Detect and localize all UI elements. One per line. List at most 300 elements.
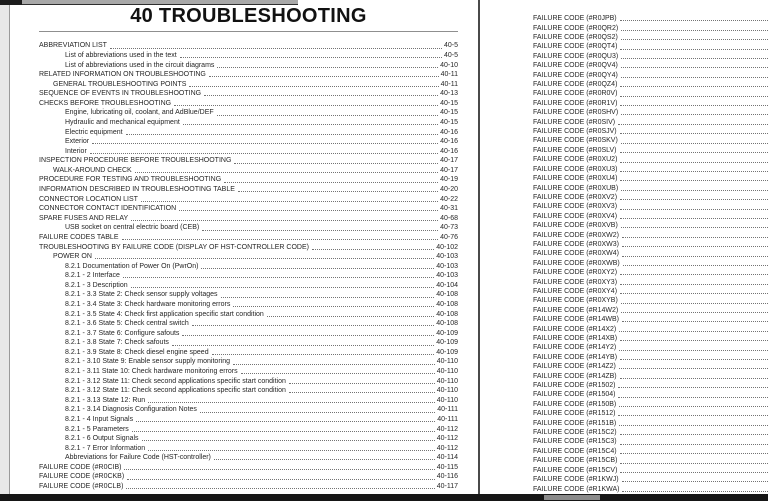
toc-row[interactable] bbox=[39, 386, 458, 396]
dot-leader bbox=[620, 472, 768, 473]
toc-page-number: 40-112 bbox=[436, 435, 458, 443]
dot-leader bbox=[618, 397, 768, 398]
toc-entry-label: PROCEDURE FOR TESTING AND TROUBLESHOOTING bbox=[39, 176, 222, 184]
failure-code-row[interactable] bbox=[533, 33, 768, 42]
dot-leader bbox=[620, 463, 768, 464]
dot-leader bbox=[620, 218, 768, 219]
dot-leader bbox=[131, 287, 435, 288]
failure-code-row[interactable] bbox=[533, 400, 768, 409]
dot-leader bbox=[148, 402, 435, 403]
toc-row[interactable] bbox=[39, 175, 458, 185]
toc-entry-label: 8.2.1 Documentation of Power On (PwrOn) bbox=[65, 262, 199, 270]
dot-leader bbox=[620, 444, 768, 445]
dot-leader bbox=[620, 434, 768, 435]
toc-page-number: 40-11 bbox=[440, 80, 458, 88]
toc-entry-label: SEQUENCE OF EVENTS IN TROUBLESHOOTING bbox=[39, 90, 202, 98]
toc-entry-label: 8.2.1 - 3 Description bbox=[65, 281, 128, 289]
toc-row[interactable] bbox=[39, 194, 458, 204]
failure-code-label: FAILURE CODE (#R0XV4) bbox=[533, 212, 618, 220]
toc-page-number: 40-112 bbox=[436, 425, 458, 433]
toc-entry-label: 8.2.1 - 3.7 State 6: Configure safouts bbox=[65, 329, 180, 337]
dot-leader bbox=[289, 383, 435, 384]
toc-page-number: 40-10 bbox=[440, 61, 458, 69]
failure-code-label: FAILURE CODE (#R0SIV) bbox=[533, 118, 616, 126]
toc-row[interactable] bbox=[39, 462, 458, 472]
toc-row[interactable] bbox=[39, 453, 458, 463]
dot-leader bbox=[312, 249, 434, 250]
dot-leader bbox=[620, 20, 768, 21]
dot-leader bbox=[182, 335, 434, 336]
failure-code-row[interactable] bbox=[533, 146, 768, 155]
toc-entry-label: 8.2.1 - 3.5 State 4: Check first application specific start condition bbox=[65, 310, 264, 318]
failure-code-label: FAILURE CODE (#R14ZB) bbox=[533, 372, 617, 380]
failure-code-label: FAILURE CODE (#R0XW4) bbox=[533, 250, 619, 258]
toc-row[interactable] bbox=[39, 271, 458, 281]
dot-leader bbox=[202, 230, 438, 231]
dot-leader bbox=[124, 469, 434, 470]
toc-entry-label: FAILURE CODE (#R0CIB) bbox=[39, 463, 122, 471]
failure-code-row[interactable] bbox=[533, 437, 768, 446]
toc-entry-label: CONNECTOR LOCATION LIST bbox=[39, 195, 138, 203]
toc-entry-label: RELATED INFORMATION ON TROUBLESHOOTING bbox=[39, 71, 206, 79]
failure-code-row[interactable] bbox=[533, 249, 768, 258]
toc-row[interactable] bbox=[39, 137, 458, 147]
failure-code-label: FAILURE CODE (#R0XU2) bbox=[533, 156, 618, 164]
toc-row[interactable] bbox=[39, 98, 458, 108]
dot-leader bbox=[620, 378, 768, 379]
failure-code-row[interactable] bbox=[533, 353, 768, 362]
dot-leader bbox=[180, 57, 442, 58]
toc-row[interactable] bbox=[39, 252, 458, 262]
toc-page-number: 40-22 bbox=[440, 195, 458, 203]
toc-entry-label: 8.2.1 - 7 Error Information bbox=[65, 444, 146, 452]
toc-page-number: 40-109 bbox=[436, 348, 458, 356]
failure-code-row[interactable] bbox=[533, 475, 768, 484]
toc-row[interactable] bbox=[39, 127, 458, 137]
dot-leader bbox=[620, 180, 768, 181]
toc-row[interactable] bbox=[39, 156, 458, 166]
failure-code-row[interactable] bbox=[533, 362, 768, 371]
toc-page-number: 40-73 bbox=[440, 224, 458, 232]
toc-row[interactable] bbox=[39, 290, 458, 300]
dot-leader bbox=[201, 268, 434, 269]
dot-leader bbox=[192, 325, 434, 326]
dot-leader bbox=[127, 479, 435, 480]
toc-row[interactable] bbox=[39, 118, 458, 128]
title-rule bbox=[39, 31, 458, 32]
dot-leader bbox=[136, 421, 435, 422]
toc-entry-label: 8.2.1 - 3.10 State 9: Enable sensor supply monitoring bbox=[65, 358, 230, 366]
dot-leader bbox=[620, 162, 768, 163]
failure-code-label: FAILURE CODE (#R0XY4) bbox=[533, 287, 618, 295]
toc-list bbox=[39, 41, 458, 491]
dot-leader bbox=[234, 163, 438, 164]
toc-page-number: 40-110 bbox=[436, 368, 458, 376]
failure-code-row[interactable] bbox=[533, 315, 768, 324]
toc-row[interactable] bbox=[39, 166, 458, 176]
toc-row[interactable] bbox=[39, 434, 458, 444]
dot-leader bbox=[621, 30, 768, 31]
page-title: 40 TROUBLESHOOTING bbox=[130, 5, 367, 27]
toc-entry-label: SPARE FUSES AND RELAY bbox=[39, 214, 129, 222]
failure-code-row[interactable] bbox=[533, 117, 768, 126]
failure-code-row[interactable] bbox=[533, 212, 768, 221]
failure-code-label: FAILURE CODE (#R0QY4) bbox=[533, 71, 618, 79]
failure-code-row[interactable] bbox=[533, 108, 768, 117]
prev-page-edge-black bbox=[0, 0, 22, 5]
toc-page-number: 40-115 bbox=[436, 463, 458, 471]
failure-code-row[interactable] bbox=[533, 240, 768, 249]
toc-entry-label: 8.2.1 - 3.4 State 3: Check hardware monitoring errors bbox=[65, 300, 231, 308]
failure-code-row[interactable] bbox=[533, 155, 768, 164]
failure-code-row[interactable] bbox=[533, 89, 768, 98]
failure-code-row[interactable] bbox=[533, 381, 768, 390]
toc-entry-label: Electric equipment bbox=[65, 128, 123, 136]
toc-page-number: 40-11 bbox=[440, 71, 458, 79]
dot-leader bbox=[123, 277, 434, 278]
right-page bbox=[480, 0, 768, 494]
toc-row[interactable] bbox=[39, 280, 458, 290]
dot-leader bbox=[620, 96, 768, 97]
toc-page-number: 40-16 bbox=[440, 138, 458, 146]
failure-code-label: FAILURE CODE (#R1504) bbox=[533, 391, 616, 399]
failure-code-label: FAILURE CODE (#R0SLV) bbox=[533, 146, 617, 154]
toc-entry-label: List of abbreviations used in the circuit diagrams bbox=[65, 61, 215, 69]
dot-leader bbox=[622, 237, 768, 238]
failure-code-row[interactable] bbox=[533, 80, 768, 89]
toc-page-number: 40-16 bbox=[440, 128, 458, 136]
toc-row[interactable] bbox=[39, 204, 458, 214]
dot-leader bbox=[620, 152, 768, 153]
toc-row[interactable] bbox=[39, 472, 458, 482]
dot-leader bbox=[131, 220, 438, 221]
dot-leader bbox=[622, 246, 768, 247]
dot-leader bbox=[148, 450, 435, 451]
dot-leader bbox=[620, 199, 768, 200]
failure-code-label: FAILURE CODE (#R0XWB) bbox=[533, 259, 620, 267]
failure-code-row[interactable] bbox=[533, 418, 768, 427]
dot-leader bbox=[621, 303, 768, 304]
failure-code-row[interactable] bbox=[533, 174, 768, 183]
failure-code-row[interactable] bbox=[533, 484, 768, 493]
failure-code-row[interactable] bbox=[533, 202, 768, 211]
dot-leader bbox=[620, 209, 768, 210]
failure-code-label: FAILURE CODE (#R0R1V) bbox=[533, 99, 618, 107]
dot-leader bbox=[619, 350, 768, 351]
toc-row[interactable] bbox=[39, 223, 458, 233]
failure-code-label: FAILURE CODE (#R0XU4) bbox=[533, 175, 618, 183]
toc-page-number: 40-5 bbox=[443, 42, 458, 50]
toc-page-number: 40-103 bbox=[436, 262, 458, 270]
toc-row[interactable] bbox=[39, 89, 458, 99]
failure-code-label: FAILURE CODE (#R14W2) bbox=[533, 306, 619, 314]
toc-entry-label: USB socket on central electric board (CEB) bbox=[65, 224, 200, 232]
failure-code-row[interactable] bbox=[533, 165, 768, 174]
toc-page-number: 40-17 bbox=[440, 157, 458, 165]
failure-code-row[interactable] bbox=[533, 52, 768, 61]
toc-page-number: 40-13 bbox=[440, 90, 458, 98]
toc-page-number: 40-104 bbox=[436, 281, 458, 289]
dot-leader bbox=[92, 143, 438, 144]
toc-entry-label: INSPECTION PROCEDURE BEFORE TROUBLESHOOTING bbox=[39, 157, 232, 165]
failure-code-row[interactable] bbox=[533, 61, 768, 70]
toc-row[interactable] bbox=[39, 60, 458, 70]
toc-entry-label: INFORMATION DESCRIBED IN TROUBLESHOOTING TABLE bbox=[39, 186, 235, 194]
toc-entry-label: 8.2.1 - 5 Parameters bbox=[65, 425, 129, 433]
toc-row[interactable] bbox=[39, 482, 458, 492]
toc-row[interactable] bbox=[39, 79, 458, 89]
toc-row[interactable] bbox=[39, 185, 458, 195]
toc-page-number: 40-20 bbox=[440, 186, 458, 194]
toc-row[interactable] bbox=[39, 338, 458, 348]
toc-entry-label: Exterior bbox=[65, 138, 90, 146]
toc-entry-label: 8.2.1 - 3.3 State 2: Check sensor supply voltages bbox=[65, 291, 218, 299]
toc-entry-label: 8.2.1 - 3.8 State 7: Check safouts bbox=[65, 339, 169, 347]
dot-leader bbox=[289, 392, 435, 393]
toc-page-number: 40-15 bbox=[440, 109, 458, 117]
failure-code-row[interactable] bbox=[533, 447, 768, 456]
toc-row[interactable] bbox=[39, 261, 458, 271]
toc-row[interactable] bbox=[39, 357, 458, 367]
dot-leader bbox=[621, 39, 768, 40]
dot-leader bbox=[95, 258, 434, 259]
left-page bbox=[9, 0, 478, 494]
failure-code-row[interactable] bbox=[533, 296, 768, 305]
failure-code-label: FAILURE CODE (#R0XYB) bbox=[533, 297, 618, 305]
toc-page-number: 40-17 bbox=[440, 166, 458, 174]
toc-page-number: 40-19 bbox=[440, 176, 458, 184]
dot-leader bbox=[620, 359, 768, 360]
dot-leader bbox=[179, 210, 438, 211]
toc-row[interactable] bbox=[39, 415, 458, 425]
toc-entry-label: POWER ON bbox=[53, 253, 92, 261]
dot-leader bbox=[135, 172, 438, 173]
toc-row[interactable] bbox=[39, 233, 458, 243]
failure-code-label: FAILURE CODE (#R0XW2) bbox=[533, 231, 619, 239]
failure-code-label: FAILURE CODE (#R0QT4) bbox=[533, 43, 618, 51]
failure-code-row[interactable] bbox=[533, 456, 768, 465]
dot-leader bbox=[621, 312, 768, 313]
dot-leader bbox=[224, 182, 438, 183]
failure-code-label: FAILURE CODE (#R0XY3) bbox=[533, 278, 618, 286]
failure-code-row[interactable] bbox=[533, 230, 768, 239]
failure-code-label: FAILURE CODE (#R1KWA) bbox=[533, 485, 620, 493]
toc-page-number: 40-108 bbox=[436, 300, 458, 308]
failure-code-row[interactable] bbox=[533, 343, 768, 352]
toc-entry-label: FAILURE CODE (#R0CLB) bbox=[39, 482, 124, 490]
toc-entry-label: WALK-AROUND CHECK bbox=[53, 166, 132, 174]
toc-entry-label: 8.2.1 - 3.9 State 8: Check diesel engine speed bbox=[65, 348, 209, 356]
toc-page-number: 40-76 bbox=[440, 233, 458, 241]
toc-page-number: 40-103 bbox=[436, 253, 458, 261]
failure-code-label: FAILURE CODE (#R14WB) bbox=[533, 316, 619, 324]
dot-leader bbox=[174, 105, 438, 106]
failure-code-row[interactable] bbox=[533, 14, 768, 23]
toc-entry-label: 8.2.1 - 2 Interface bbox=[65, 272, 120, 280]
failure-code-label: FAILURE CODE (#R0XW3) bbox=[533, 240, 619, 248]
toc-row[interactable] bbox=[39, 443, 458, 453]
failure-code-label: FAILURE CODE (#R0JPB) bbox=[533, 15, 617, 23]
toc-page-number: 40-31 bbox=[440, 205, 458, 213]
dot-leader bbox=[622, 481, 768, 482]
dot-leader bbox=[622, 321, 768, 322]
toc-entry-label: GENERAL TROUBLESHOOTING POINTS bbox=[53, 80, 187, 88]
dot-leader bbox=[619, 406, 768, 407]
toc-row[interactable] bbox=[39, 300, 458, 310]
toc-row[interactable] bbox=[39, 146, 458, 156]
toc-entry-label: FAILURE CODES TABLE bbox=[39, 233, 119, 241]
failure-code-list bbox=[533, 14, 768, 494]
failure-code-label: FAILURE CODE (#R0QS2) bbox=[533, 34, 618, 42]
failure-code-label: FAILURE CODE (#R0XV3) bbox=[533, 203, 618, 211]
dot-leader bbox=[122, 239, 439, 240]
toc-entry-label: Engine, lubricating oil, coolant, and AdBlue/DEF bbox=[65, 109, 214, 117]
failure-code-row[interactable] bbox=[533, 466, 768, 475]
failure-code-row[interactable] bbox=[533, 183, 768, 192]
toc-entry-label: Abbreviations for Failure Code (HST-controller) bbox=[65, 454, 211, 462]
toc-page-number: 40-110 bbox=[436, 358, 458, 366]
failure-code-row[interactable] bbox=[533, 99, 768, 108]
scrollbar-track[interactable] bbox=[0, 494, 768, 501]
toc-entry-label: 8.2.1 - 4 Input Signals bbox=[65, 415, 134, 423]
toc-entry-label: 8.2.1 - 3.12 State 11: Check second applications specific start condition bbox=[65, 387, 286, 395]
failure-code-label: FAILURE CODE (#R0SJV) bbox=[533, 128, 617, 136]
toc-row[interactable] bbox=[39, 213, 458, 223]
dot-leader bbox=[620, 274, 768, 275]
toc-page-number: 40-112 bbox=[436, 444, 458, 452]
toc-entry-label: 8.2.1 - 3.12 State 11: Check second applications specific start condition bbox=[65, 377, 286, 385]
toc-row[interactable] bbox=[39, 376, 458, 386]
dot-leader bbox=[619, 368, 768, 369]
toc-page-number: 40-108 bbox=[436, 291, 458, 299]
dot-leader bbox=[618, 415, 768, 416]
dot-leader bbox=[172, 345, 434, 346]
failure-code-row[interactable] bbox=[533, 259, 768, 268]
dot-leader bbox=[238, 191, 438, 192]
toc-row[interactable] bbox=[39, 367, 458, 377]
toc-entry-label: Interior bbox=[65, 147, 87, 155]
failure-code-label: FAILURE CODE (#R151B) bbox=[533, 419, 617, 427]
dot-leader bbox=[141, 201, 438, 202]
failure-code-row[interactable] bbox=[533, 268, 768, 277]
failure-code-row[interactable] bbox=[533, 409, 768, 418]
dot-leader bbox=[620, 453, 768, 454]
toc-page-number: 40-114 bbox=[436, 454, 458, 462]
failure-code-label: FAILURE CODE (#R0R0V) bbox=[533, 90, 618, 98]
dot-leader bbox=[217, 67, 438, 68]
toc-row[interactable] bbox=[39, 41, 458, 51]
toc-page-number: 40-15 bbox=[440, 99, 458, 107]
dot-leader bbox=[618, 387, 768, 388]
toc-entry-label: CHECKS BEFORE TROUBLESHOOTING bbox=[39, 99, 172, 107]
failure-code-label: FAILURE CODE (#R15CB) bbox=[533, 457, 618, 465]
failure-code-label: FAILURE CODE (#R0QU3) bbox=[533, 52, 619, 60]
dot-leader bbox=[200, 412, 435, 413]
failure-code-row[interactable] bbox=[533, 221, 768, 230]
toc-row[interactable] bbox=[39, 309, 458, 319]
dot-leader bbox=[221, 297, 435, 298]
failure-code-label: FAILURE CODE (#R14Y2) bbox=[533, 344, 617, 352]
failure-code-row[interactable] bbox=[533, 324, 768, 333]
toc-entry-label: TROUBLESHOOTING BY FAILURE CODE (DISPLAY OF HST-CONTROLLER CODE) bbox=[39, 243, 309, 251]
dot-leader bbox=[621, 190, 768, 191]
toc-page-number: 40-16 bbox=[440, 147, 458, 155]
failure-code-label: FAILURE CODE (#R0XUB) bbox=[533, 184, 619, 192]
failure-code-label: FAILURE CODE (#R15C2) bbox=[533, 429, 617, 437]
toc-row[interactable] bbox=[39, 395, 458, 405]
failure-code-row[interactable] bbox=[533, 390, 768, 399]
failure-code-label: FAILURE CODE (#R1512) bbox=[533, 410, 616, 418]
toc-row[interactable] bbox=[39, 405, 458, 415]
failure-code-label: FAILURE CODE (#R14YB) bbox=[533, 353, 618, 361]
toc-page-number: 40-111 bbox=[437, 406, 458, 414]
toc-row[interactable] bbox=[39, 108, 458, 118]
dot-leader bbox=[90, 153, 438, 154]
dot-leader bbox=[622, 256, 768, 257]
failure-code-row[interactable] bbox=[533, 334, 768, 343]
toc-entry-label: 8.2.1 - 3.11 State 10: Check hardware monitoring errors bbox=[65, 368, 238, 376]
dot-leader bbox=[233, 306, 434, 307]
dot-leader bbox=[267, 316, 434, 317]
toc-row[interactable] bbox=[39, 242, 458, 252]
failure-code-label: FAILURE CODE (#R0QZ4) bbox=[533, 81, 618, 89]
toc-row[interactable] bbox=[39, 424, 458, 434]
toc-row[interactable] bbox=[39, 70, 458, 80]
toc-page-number: 40-15 bbox=[440, 119, 458, 126]
failure-code-label: FAILURE CODE (#R0XY2) bbox=[533, 269, 618, 277]
dot-leader bbox=[620, 293, 768, 294]
dot-leader bbox=[623, 265, 768, 266]
failure-code-label: FAILURE CODE (#R0XU3) bbox=[533, 165, 618, 173]
dot-leader bbox=[189, 86, 438, 87]
toc-page-number: 40-103 bbox=[436, 272, 458, 280]
failure-code-row[interactable] bbox=[533, 306, 768, 315]
dot-leader bbox=[132, 431, 435, 432]
dot-leader bbox=[621, 114, 768, 115]
toc-row[interactable] bbox=[39, 319, 458, 329]
toc-row[interactable] bbox=[39, 328, 458, 338]
failure-code-label: FAILURE CODE (#R0XVB) bbox=[533, 222, 618, 230]
dot-leader bbox=[212, 354, 435, 355]
dot-leader bbox=[619, 331, 768, 332]
failure-code-row[interactable] bbox=[533, 23, 768, 32]
toc-page-number: 40-110 bbox=[436, 377, 458, 385]
dot-leader bbox=[619, 425, 768, 426]
failure-code-row[interactable] bbox=[533, 371, 768, 380]
failure-code-row[interactable] bbox=[533, 193, 768, 202]
toc-row[interactable] bbox=[39, 348, 458, 358]
failure-code-row[interactable] bbox=[533, 70, 768, 79]
failure-code-row[interactable] bbox=[533, 42, 768, 51]
failure-code-row[interactable] bbox=[533, 277, 768, 286]
failure-code-label: FAILURE CODE (#R0QV4) bbox=[533, 62, 618, 70]
dot-leader bbox=[620, 86, 768, 87]
dot-leader bbox=[241, 373, 435, 374]
toc-row[interactable] bbox=[39, 51, 458, 61]
failure-code-row[interactable] bbox=[533, 428, 768, 437]
dot-leader bbox=[621, 227, 768, 228]
failure-code-row[interactable] bbox=[533, 127, 768, 136]
failure-code-label: FAILURE CODE (#R1502) bbox=[533, 382, 616, 390]
dot-leader bbox=[620, 49, 768, 50]
failure-code-row[interactable] bbox=[533, 136, 768, 145]
toc-entry-label: 8.2.1 - 3.14 Diagnosis Configuration Notes bbox=[65, 406, 197, 414]
scrollbar-thumb[interactable] bbox=[544, 495, 600, 500]
dot-leader bbox=[621, 143, 768, 144]
dot-leader bbox=[204, 95, 438, 96]
failure-code-row[interactable] bbox=[533, 287, 768, 296]
dot-leader bbox=[621, 77, 768, 78]
